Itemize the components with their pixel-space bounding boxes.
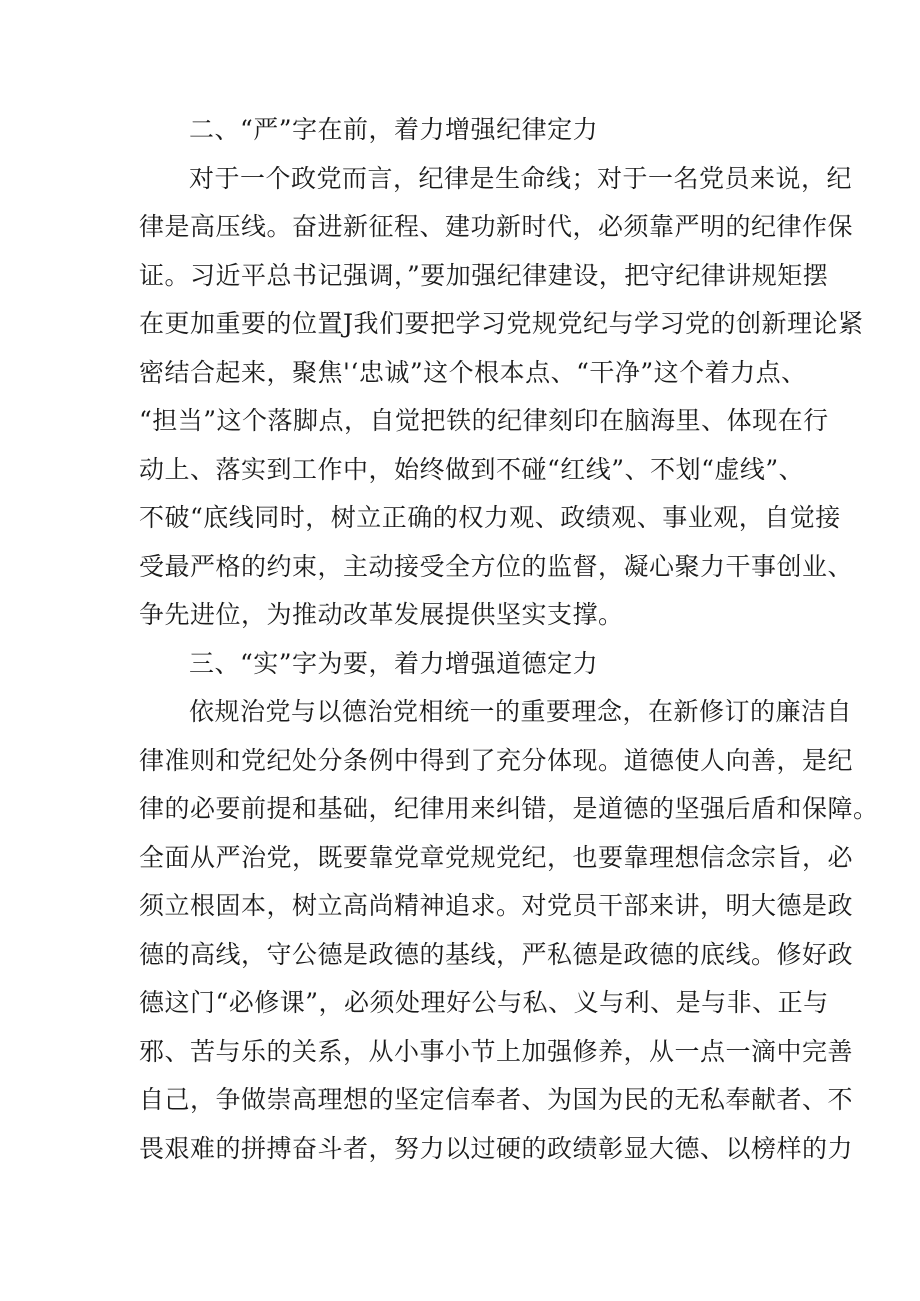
paragraph-line: 在更加重要的位置J我们要把学习党规党纪与学习党的创新理论紧 [139, 309, 864, 338]
paragraph-line: 证。习近平总书记强调，”要加强纪律建设，把守纪律讲规矩摆 [139, 261, 829, 290]
paragraph-line: 争先进位，为推动改革发展提供坚实支撑。 [139, 600, 624, 629]
paragraph-line: 邪、苦与乐的关系，从小事小节上加强修养，从一点一滴中完善 [139, 1037, 854, 1066]
section-heading: 二、“严”字在前，着力增强纪律定力 [189, 115, 599, 144]
paragraph-line: 德的高线，守公德是政德的基线，严私德是政德的底线。修好政 [139, 940, 854, 969]
paragraph-line: 畏艰难的拼搏奋斗者，努力以过硬的政绩彰显大德、以榜样的力 [139, 1134, 854, 1163]
paragraph-line: 全面从严治党，既要靠党章党规党纪，也要靠理想信念宗旨，必 [139, 843, 854, 872]
paragraph-line: 密结合起来，聚焦'‘忠诚”这个根本点、“干净”这个着力点、 [139, 358, 807, 387]
paragraph-line: 德这门“必修课”，必须处理好公与私、义与利、是与非、正与 [139, 988, 829, 1017]
paragraph-line: 律准则和党纪处分条例中得到了充分体现。道德使人向善，是纪 [139, 746, 854, 775]
paragraph-line: 律的必要前提和基础，纪律用来纠错，是道德的坚强后盾和保障。 [139, 794, 879, 823]
paragraph-line: 受最严格的约束，主动接受全方位的监督，凝心聚力干事创业、 [139, 552, 854, 581]
paragraph-line: “担当”这个落脚点，自觉把铁的纪律刻印在脑海里、体现在行 [139, 406, 829, 435]
paragraph-line: 对于一个政党而言，纪律是生命线；对于一名党员来说，纪 [189, 164, 853, 193]
paragraph-line: 依规治党与以德治党相统一的重要理念，在新修订的廉洁自 [189, 697, 853, 726]
paragraph-line: 动上、落实到工作中，始终做到不碰“红线”、不划“虚线”、 [139, 455, 805, 484]
section-heading: 三、“实”字为要，着力增强道德定力 [189, 649, 599, 678]
paragraph-line: 须立根固本，树立高尚精神追求。对党员干部来讲，明大德是政 [139, 891, 854, 920]
paragraph-line: 律是高压线。奋进新征程、建功新时代，必须靠严明的纪律作保 [139, 212, 854, 241]
paragraph-line: 不破“底线同时，树立正确的权力观、政绩观、事业观，自觉接 [139, 503, 841, 532]
paragraph-line: 自己，争做崇高理想的坚定信奉者、为国为民的无私奉献者、不 [139, 1085, 854, 1114]
